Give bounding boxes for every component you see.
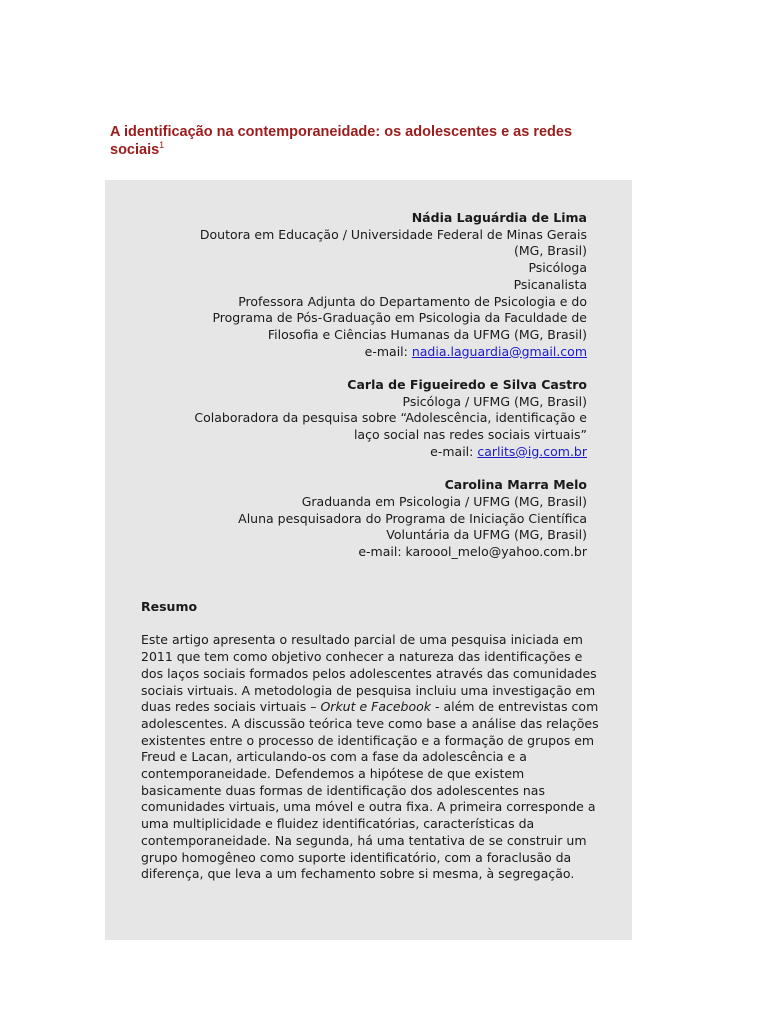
author-affiliation-line: laço social nas redes sociais virtuais” — [353, 427, 587, 443]
authors-block — [147, 210, 587, 577]
author-1 — [147, 210, 587, 360]
email-label: e-mail: — [364, 343, 412, 359]
author-affiliation-line: Aluna pesquisadora do Programa de Iniciação Científica — [238, 510, 587, 526]
author-affiliation-line: Professora Adjunta do Departamento de Psicologia e do — [238, 293, 587, 309]
author-email-line — [147, 444, 587, 461]
author-name: Carla de Figueiredo e Silva Castro — [347, 377, 587, 393]
abstract-text: Este artigo apresenta o resultado parcial de uma pesquisa iniciada em 2011 que tem como objetivo conhecer a natureza das identificações e dos laços sociais formados pelos adolescentes através das comunidades sociais virtuais. A metodologia de pesquisa incluiu uma investigação em duas redes sociais virtuais – — [141, 632, 597, 715]
author-affiliation-line: Psicóloga — [528, 260, 587, 276]
abstract-body — [141, 632, 601, 883]
author-affiliation-line: Doutora em Educação / Universidade Federal de Minas Gerais — [199, 226, 587, 242]
author-email-line — [147, 344, 587, 361]
author-affiliation-line: Programa de Pós-Graduação em Psicologia da Faculdade de — [212, 310, 587, 326]
author-2 — [147, 377, 587, 461]
abstract-text-italic: Orkut e Facebook — [320, 699, 432, 715]
footnote-mark[interactable]: 1 — [159, 140, 165, 151]
author-email-text: karoool_melo@yahoo.com.br — [405, 544, 587, 560]
author-affiliation-line: Filosofia e Ciências Humanas da UFMG (MG, Brasil) — [267, 326, 587, 342]
abstract-panel — [105, 180, 632, 940]
abstract-heading: Resumo — [141, 599, 198, 614]
email-label: e-mail: — [430, 443, 478, 459]
author-email-line — [147, 544, 587, 561]
author-affiliation-line: (MG, Brasil) — [513, 243, 587, 259]
author-name: Carolina Marra Melo — [444, 477, 587, 493]
author-affiliation-line: Graduanda em Psicologia / UFMG (MG, Brasil) — [301, 493, 587, 509]
author-email-link[interactable]: nadia.laguardia@gmail.com — [411, 343, 587, 359]
article-title — [110, 123, 630, 159]
abstract-text: - além de entrevistas com adolescentes. A discussão teórica teve como base a análise das relações existentes entre o processo de identificação e a formação de grupos em Freud e Lacan, articulando-os com a fase da adolescência e a contemporaneidade. Defendemos a hipótese de que existem basicamente duas formas de identificação dos adolescentes nas comunidades virtuais, uma móvel e outra fixa. A primeira corresponde a uma multiplicidade e fluidez identificatórias, características da contemporaneidade. Na segunda, há uma tentativa de se construir um grupo homogêneo como suporte identificatório, com a foraclusão da diferença, que leva a um fechamento sobre si mesma, à segregação. — [141, 699, 599, 882]
author-affiliation-line: Colaboradora da pesquisa sobre “Adolescência, identificação e — [194, 410, 587, 426]
article-title-text: A identificação na contemporaneidade: os adolescentes e as redes sociais — [110, 124, 573, 158]
author-affiliation-line: Voluntária da UFMG (MG, Brasil) — [386, 527, 587, 543]
email-label: e-mail: — [358, 544, 406, 560]
author-affiliation-line: Psicanalista — [513, 276, 587, 292]
abstract-section — [141, 599, 601, 883]
author-name: Nádia Laguárdia de Lima — [411, 210, 587, 225]
author-affiliation-line: Psicóloga / UFMG (MG, Brasil) — [402, 393, 587, 409]
author-3 — [147, 477, 587, 561]
author-email-link[interactable]: carlits@ig.com.br — [477, 443, 587, 459]
